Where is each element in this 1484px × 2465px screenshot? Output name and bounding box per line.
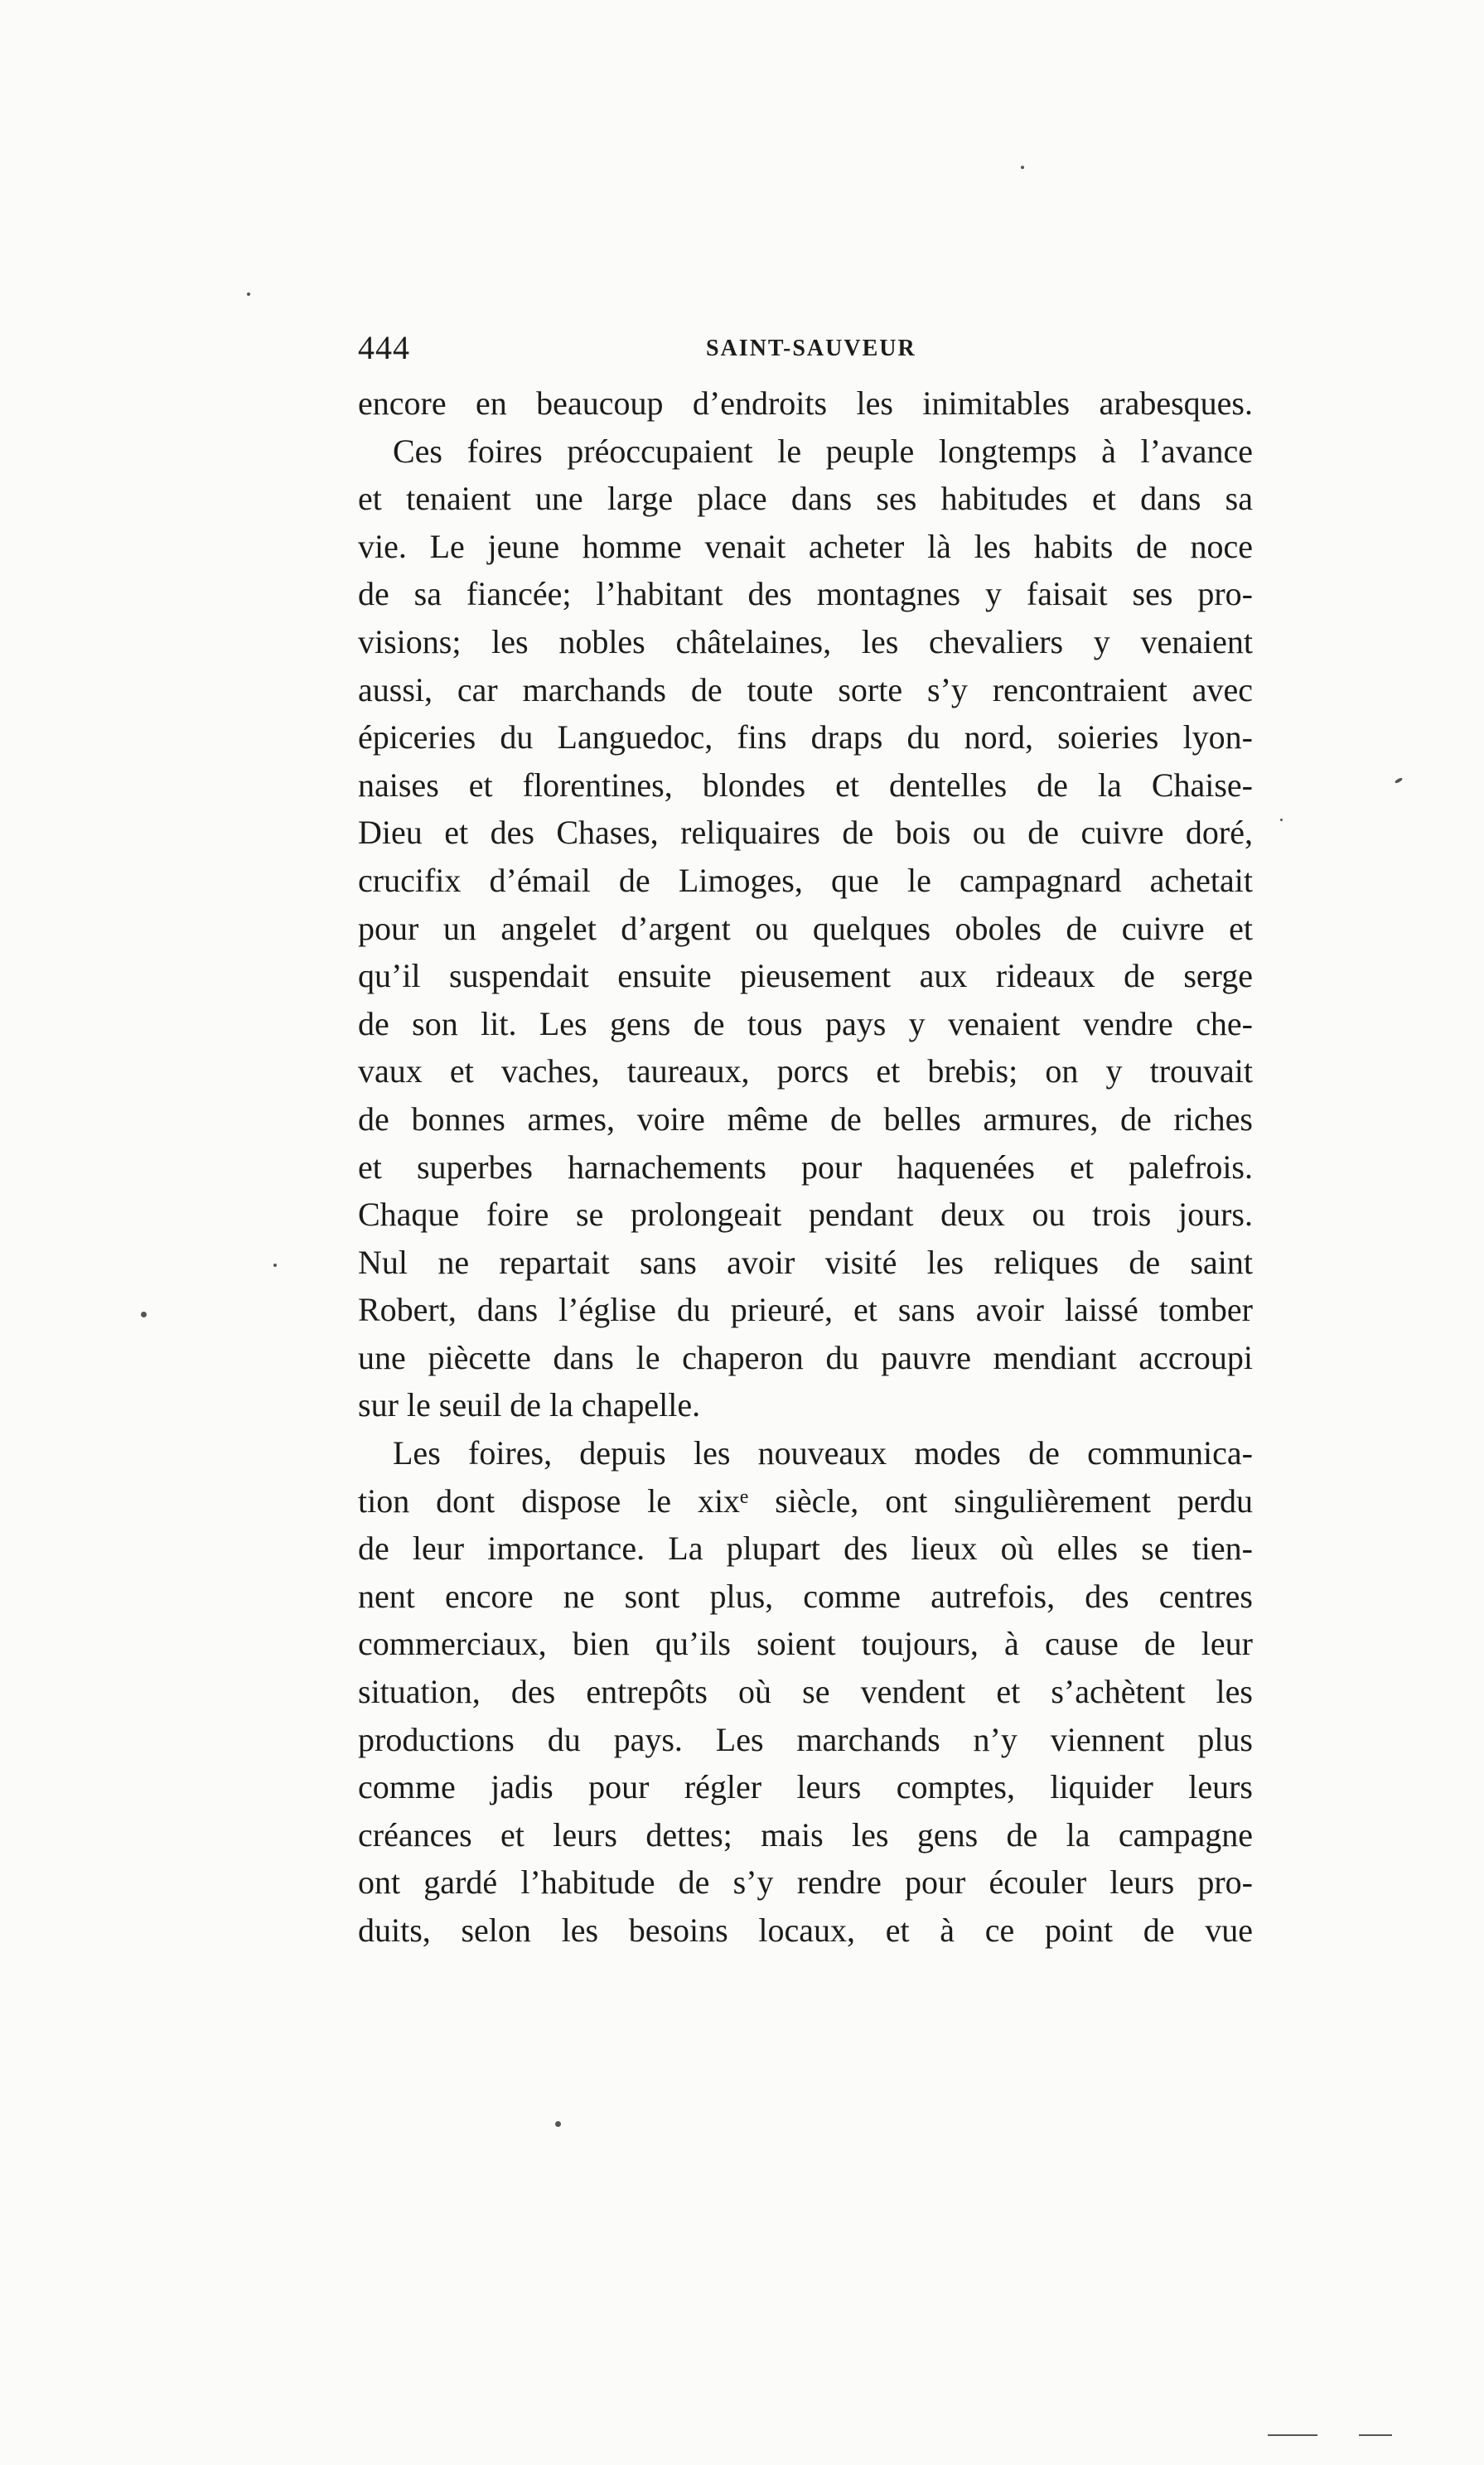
text-line: de sa fiancée; l’habitant des montagnes y faisait ses pro- xyxy=(358,575,1253,613)
text-line: ont gardé l’habitude de s’y rendre pour écouler leurs pro- xyxy=(358,1863,1253,1902)
text-line: Chaque foire se prolongeait pendant deux ou trois jours. xyxy=(358,1196,1253,1234)
text-line: productions du pays. Les marchands n’y viennent plus xyxy=(358,1720,1253,1758)
text-line: sur le seuil de la chapelle. xyxy=(358,1386,701,1424)
running-head xyxy=(358,327,1253,369)
text-line: Dieu et des Chases, reliquaires de bois ou de cuivre doré, xyxy=(358,814,1253,852)
text-line: vie. Le jeune homme venait acheter là les habits de noce xyxy=(358,527,1253,565)
scan-speck xyxy=(1359,2434,1392,2436)
text-line: et superbes harnachements pour haquenées et palefrois. xyxy=(358,1148,1253,1186)
text-line: nent encore ne sont plus, comme autrefois, des centres xyxy=(358,1577,1253,1615)
text-line: de bonnes armes, voire même de belles armures, de riches xyxy=(358,1100,1253,1138)
text-line: encore en beaucoup d’endroits les inimitables arabesques. xyxy=(358,384,1253,422)
scan-speck xyxy=(555,2121,561,2127)
text-line: visions; les nobles châtelaines, les chevaliers y venaient xyxy=(358,622,1253,660)
text-line: naises et florentines, blondes et dentelles de la Chaise- xyxy=(358,766,1253,804)
text-line: Robert, dans l’église du prieuré, et sans avoir laissé tomber xyxy=(358,1291,1253,1329)
scan-speck xyxy=(1280,819,1283,821)
text-line: Ces foires préoccupaient le peuple longtemps à l’avance xyxy=(393,432,1253,470)
text-line: aussi, car marchands de toute sorte s’y rencontraient avec xyxy=(358,670,1253,708)
text-line: situation, des entrepôts où se vendent et s’achètent les xyxy=(358,1673,1253,1711)
text-line: épiceries du Languedoc, fins draps du nord, soieries lyon- xyxy=(358,718,1253,756)
text-line: qu’il suspendait ensuite pieusement aux rideaux de serge xyxy=(358,957,1253,995)
text-line: pour un angelet d’argent ou quelques oboles de cuivre et xyxy=(358,909,1253,947)
text-line: tion dont dispose le xixᵉ siècle, ont singulièrement perdu xyxy=(358,1481,1253,1520)
text-line: une piècette dans le chaperon du pauvre mendiant accroupi xyxy=(358,1338,1253,1376)
scan-speck xyxy=(141,1312,147,1317)
running-title: SAINT-SAUVEUR xyxy=(706,336,916,361)
scan-speck xyxy=(1021,166,1024,169)
scan-speck xyxy=(247,292,250,296)
text-line: comme jadis pour régler leurs comptes, liquider leurs xyxy=(358,1768,1253,1806)
text-line: Les foires, depuis les nouveaux modes de communica- xyxy=(393,1434,1253,1472)
text-line: crucifix d’émail de Limoges, que le campagnard achetait xyxy=(358,861,1253,899)
text-line: créances et leurs dettes; mais les gens de la campagne xyxy=(358,1815,1253,1854)
scan-speck xyxy=(1268,2434,1317,2436)
text-line: de leur importance. La plupart des lieux où elles se tien- xyxy=(358,1530,1253,1568)
text-line: duits, selon les besoins locaux, et à ce point de vue xyxy=(358,1912,1253,1949)
text-line: et tenaient une large place dans ses habitudes et dans sa xyxy=(358,480,1253,518)
scan-speck xyxy=(1395,777,1404,784)
text-line: de son lit. Les gens de tous pays y venaient vendre che- xyxy=(358,1004,1253,1042)
scan-speck xyxy=(273,1264,277,1267)
text-line: Nul ne repartait sans avoir visité les reliques de saint xyxy=(358,1243,1253,1281)
text-line: vaux et vaches, taureaux, porcs et brebis; on y trouvait xyxy=(358,1052,1253,1090)
page-number: 444 xyxy=(358,329,410,366)
body-text xyxy=(358,379,1253,1955)
text-line: commerciaux, bien qu’ils soient toujours, à cause de leur xyxy=(358,1625,1253,1663)
